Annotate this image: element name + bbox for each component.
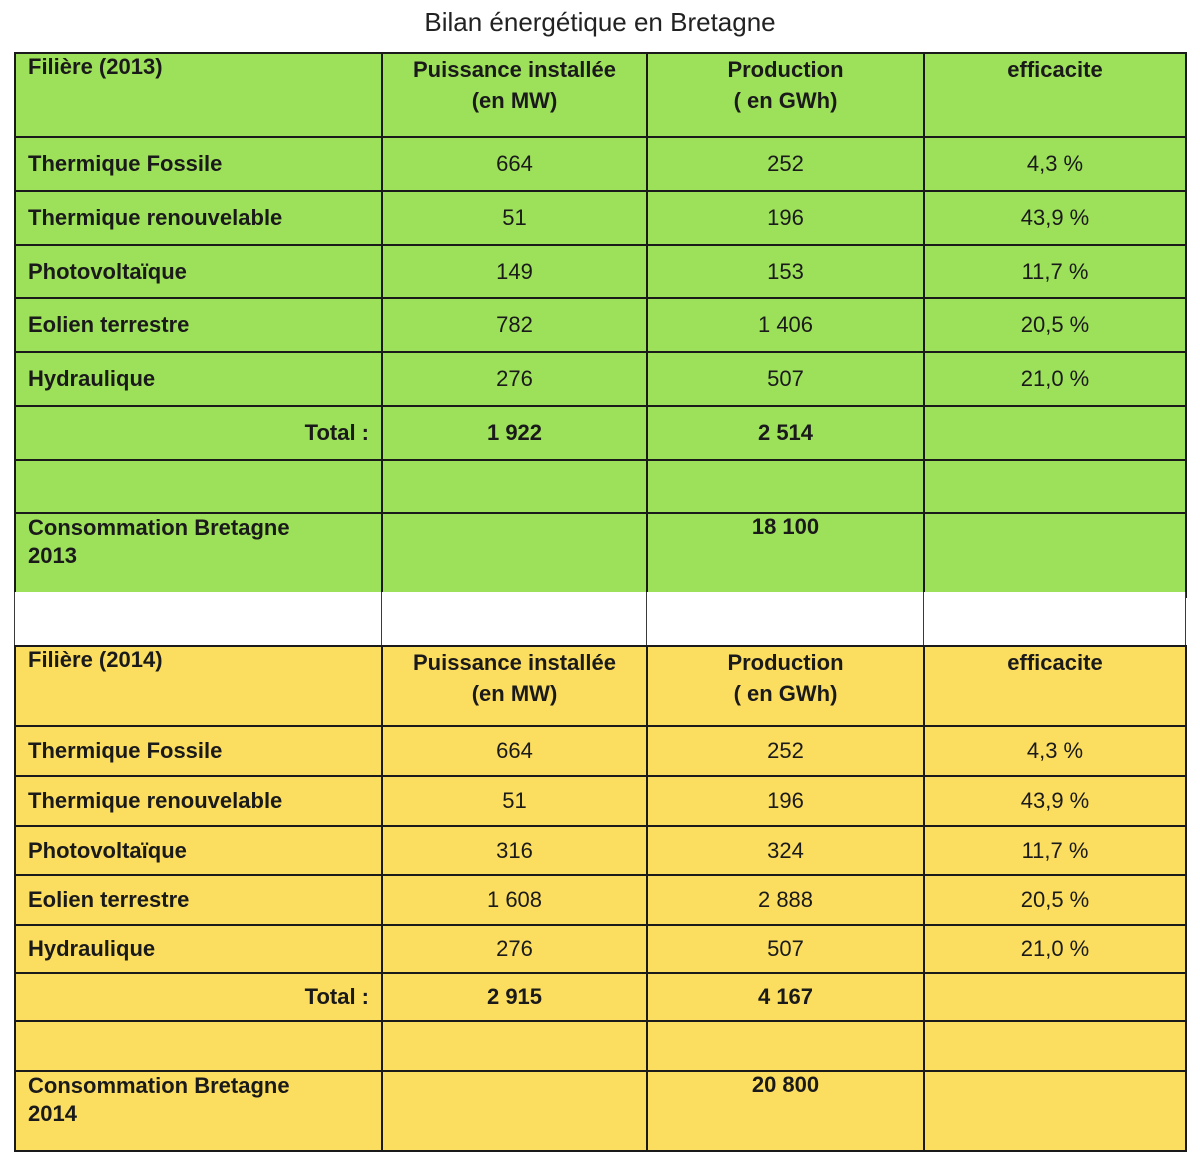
header-efficacite: efficacite (924, 53, 1186, 137)
cell-puissance: 276 (382, 352, 647, 406)
consommation-label (15, 513, 382, 597)
cell-puissance: 664 (382, 726, 647, 776)
table-row (15, 245, 1186, 298)
cell-filiere: Thermique Fossile (15, 726, 382, 776)
cell-efficacite: 11,7 % (924, 826, 1186, 875)
empty-cell (924, 1021, 1186, 1071)
table-row (15, 352, 1186, 406)
cell-filiere: Thermique renouvelable (15, 191, 382, 245)
empty-cell (647, 460, 924, 513)
header-efficacite: efficacite (924, 646, 1186, 726)
cell-efficacite: 4,3 % (924, 726, 1186, 776)
header-filiere: Filière (2014) (15, 646, 382, 726)
table-spacer (14, 592, 1186, 645)
header-production-line2: ( en GWh) (733, 88, 838, 113)
consommation-label-line1: Consommation Bretagne (28, 1073, 290, 1098)
consommation-label-line1: Consommation Bretagne (28, 515, 290, 540)
table-row (15, 298, 1186, 352)
empty-cell (15, 592, 382, 645)
cell-puissance: 276 (382, 925, 647, 973)
cell-filiere: Photovoltaïque (15, 826, 382, 875)
header-production-line1: Production (727, 650, 844, 675)
total-label: Total : (15, 973, 382, 1021)
cell-production: 196 (647, 191, 924, 245)
consommation-row (15, 1071, 1186, 1151)
cell-efficacite: 20,5 % (924, 875, 1186, 925)
cell-puissance: 51 (382, 191, 647, 245)
empty-cell (647, 1021, 924, 1071)
total-row (15, 973, 1186, 1021)
cell-puissance: 149 (382, 245, 647, 298)
table-row (15, 776, 1186, 826)
header-puissance (382, 646, 647, 726)
table-2014 (14, 645, 1187, 1152)
empty-cell (382, 460, 647, 513)
cell-filiere: Hydraulique (15, 925, 382, 973)
header-puissance-line1: Puissance installée (413, 57, 616, 82)
cell-efficacite: 4,3 % (924, 137, 1186, 191)
empty-cell (924, 1071, 1186, 1151)
cell-filiere: Eolien terrestre (15, 298, 382, 352)
total-efficacite-empty (924, 406, 1186, 460)
empty-cell (15, 460, 382, 513)
spacer-row (15, 592, 1186, 645)
cell-production: 1 406 (647, 298, 924, 352)
empty-cell (382, 513, 647, 597)
consommation-label-line2: 2013 (28, 543, 77, 568)
cell-filiere: Hydraulique (15, 352, 382, 406)
table-row (15, 726, 1186, 776)
cell-production: 196 (647, 776, 924, 826)
cell-production: 153 (647, 245, 924, 298)
cell-efficacite: 43,9 % (924, 776, 1186, 826)
cell-puissance: 316 (382, 826, 647, 875)
empty-cell (382, 1071, 647, 1151)
table-row (15, 137, 1186, 191)
total-puissance: 2 915 (382, 973, 647, 1021)
table-row (15, 875, 1186, 925)
total-puissance: 1 922 (382, 406, 647, 460)
table-row (15, 191, 1186, 245)
cell-puissance: 664 (382, 137, 647, 191)
header-puissance (382, 53, 647, 137)
cell-filiere: Photovoltaïque (15, 245, 382, 298)
header-puissance-line1: Puissance installée (413, 650, 616, 675)
empty-cell (382, 592, 647, 645)
consommation-label (15, 1071, 382, 1151)
cell-production: 252 (647, 726, 924, 776)
header-production (647, 646, 924, 726)
total-production: 4 167 (647, 973, 924, 1021)
consommation-label-line2: 2014 (28, 1101, 77, 1126)
total-efficacite-empty (924, 973, 1186, 1021)
empty-cell (382, 1021, 647, 1071)
table-2013 (14, 52, 1187, 598)
cell-production: 507 (647, 925, 924, 973)
cell-filiere: Eolien terrestre (15, 875, 382, 925)
table-header-row (15, 53, 1186, 137)
cell-efficacite: 11,7 % (924, 245, 1186, 298)
table-header-row (15, 646, 1186, 726)
empty-cell (15, 1021, 382, 1071)
total-label: Total : (15, 406, 382, 460)
empty-row (15, 460, 1186, 513)
cell-efficacite: 20,5 % (924, 298, 1186, 352)
header-production (647, 53, 924, 137)
cell-production: 324 (647, 826, 924, 875)
cell-puissance: 51 (382, 776, 647, 826)
cell-production: 252 (647, 137, 924, 191)
cell-efficacite: 21,0 % (924, 925, 1186, 973)
total-row (15, 406, 1186, 460)
header-puissance-line2: (en MW) (471, 88, 558, 113)
consommation-value: 18 100 (647, 513, 924, 597)
empty-cell (647, 592, 924, 645)
header-production-line2: ( en GWh) (733, 681, 838, 706)
cell-puissance: 1 608 (382, 875, 647, 925)
table-row (15, 826, 1186, 875)
cell-efficacite: 43,9 % (924, 191, 1186, 245)
header-filiere: Filière (2013) (15, 53, 382, 137)
header-production-line1: Production (727, 57, 844, 82)
consommation-row (15, 513, 1186, 597)
cell-filiere: Thermique Fossile (15, 137, 382, 191)
empty-cell (924, 460, 1186, 513)
cell-production: 2 888 (647, 875, 924, 925)
empty-cell (924, 592, 1186, 645)
empty-cell (924, 513, 1186, 597)
cell-puissance: 782 (382, 298, 647, 352)
page-title: Bilan énergétique en Bretagne (424, 7, 776, 37)
empty-row (15, 1021, 1186, 1071)
total-production: 2 514 (647, 406, 924, 460)
cell-filiere: Thermique renouvelable (15, 776, 382, 826)
cell-efficacite: 21,0 % (924, 352, 1186, 406)
consommation-value: 20 800 (647, 1071, 924, 1151)
cell-production: 507 (647, 352, 924, 406)
header-puissance-line2: (en MW) (471, 681, 558, 706)
table-row (15, 925, 1186, 973)
